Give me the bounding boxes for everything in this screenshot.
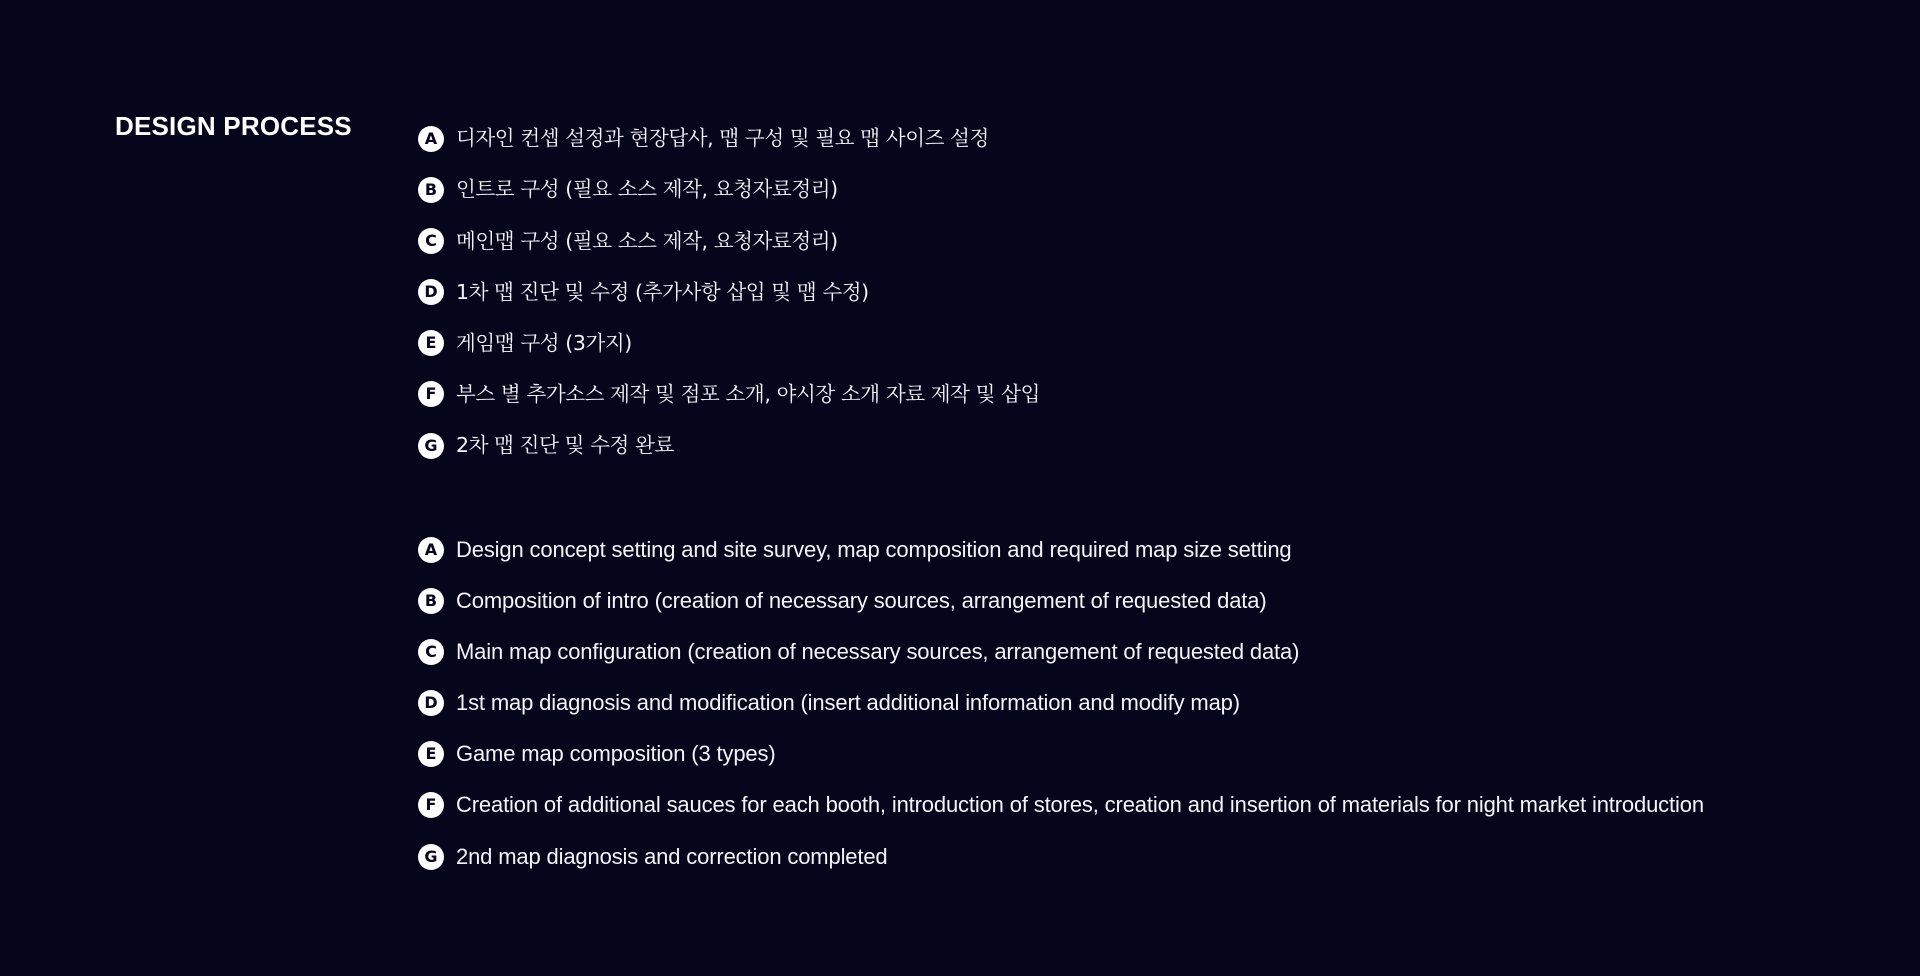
step-text: 인트로 구성 (필요 소스 제작, 요청자료정리) [456,177,838,202]
step-badge-f: F [418,381,444,407]
process-step-f-ko [418,369,1040,420]
step-text: 디자인 컨셉 설정과 현장답사, 맵 구성 및 필요 맵 사이즈 설정 [456,126,989,151]
step-text: Design concept setting and site survey, map composition and required map size setting [456,536,1292,562]
step-text: Main map configuration (creation of necessary sources, arrangement of requested data) [456,638,1300,664]
process-step-a-ko [418,113,1040,164]
step-badge-a: A [418,537,444,563]
process-step-b-en [418,575,1704,626]
step-badge-f: F [418,792,444,818]
process-step-e-ko [418,318,1040,369]
process-step-g-en [418,831,1704,882]
step-badge-e: E [418,741,444,767]
process-step-f-en [418,780,1704,831]
step-text: 1st map diagnosis and modification (insert additional information and modify map) [456,690,1240,716]
step-text: 2차 맵 진단 및 수정 완료 [456,433,674,458]
step-badge-e: E [418,330,444,356]
process-step-c-ko [418,215,1040,266]
step-badge-g: G [418,433,444,459]
step-badge-g: G [418,844,444,870]
page-title: DESIGN PROCESS [115,111,352,141]
process-step-a-en [418,524,1704,575]
step-text: 메인맵 구성 (필요 소스 제작, 요청자료정리) [456,228,838,253]
step-text: 부스 별 추가소스 제작 및 점포 소개, 야시장 소개 자료 제작 및 삽입 [456,382,1040,407]
process-step-d-ko [418,266,1040,317]
step-badge-c: C [418,228,444,254]
step-badge-a: A [418,126,444,152]
step-text: 1차 맵 진단 및 수정 (추가사항 삽입 및 맵 수정) [456,279,869,304]
design-process-list-korean [418,113,1040,471]
step-text: Composition of intro (creation of necessary sources, arrangement of requested data) [456,587,1267,613]
step-badge-b: B [418,177,444,203]
step-badge-c: C [418,639,444,665]
process-step-b-ko [418,164,1040,215]
design-process-list-english [418,524,1704,882]
step-text: Creation of additional sauces for each booth, introduction of stores, creation and insertion of materials for night market introduction [456,792,1704,818]
process-step-g-ko [418,420,1040,471]
step-text: Game map composition (3 types) [456,741,776,767]
step-text: 2nd map diagnosis and correction completed [456,843,888,869]
step-badge-d: D [418,279,444,305]
step-text: 게임맵 구성 (3가지) [456,330,632,355]
process-step-c-en [418,626,1704,677]
step-badge-d: D [418,690,444,716]
step-badge-b: B [418,588,444,614]
process-step-e-en [418,729,1704,780]
process-step-d-en [418,677,1704,728]
